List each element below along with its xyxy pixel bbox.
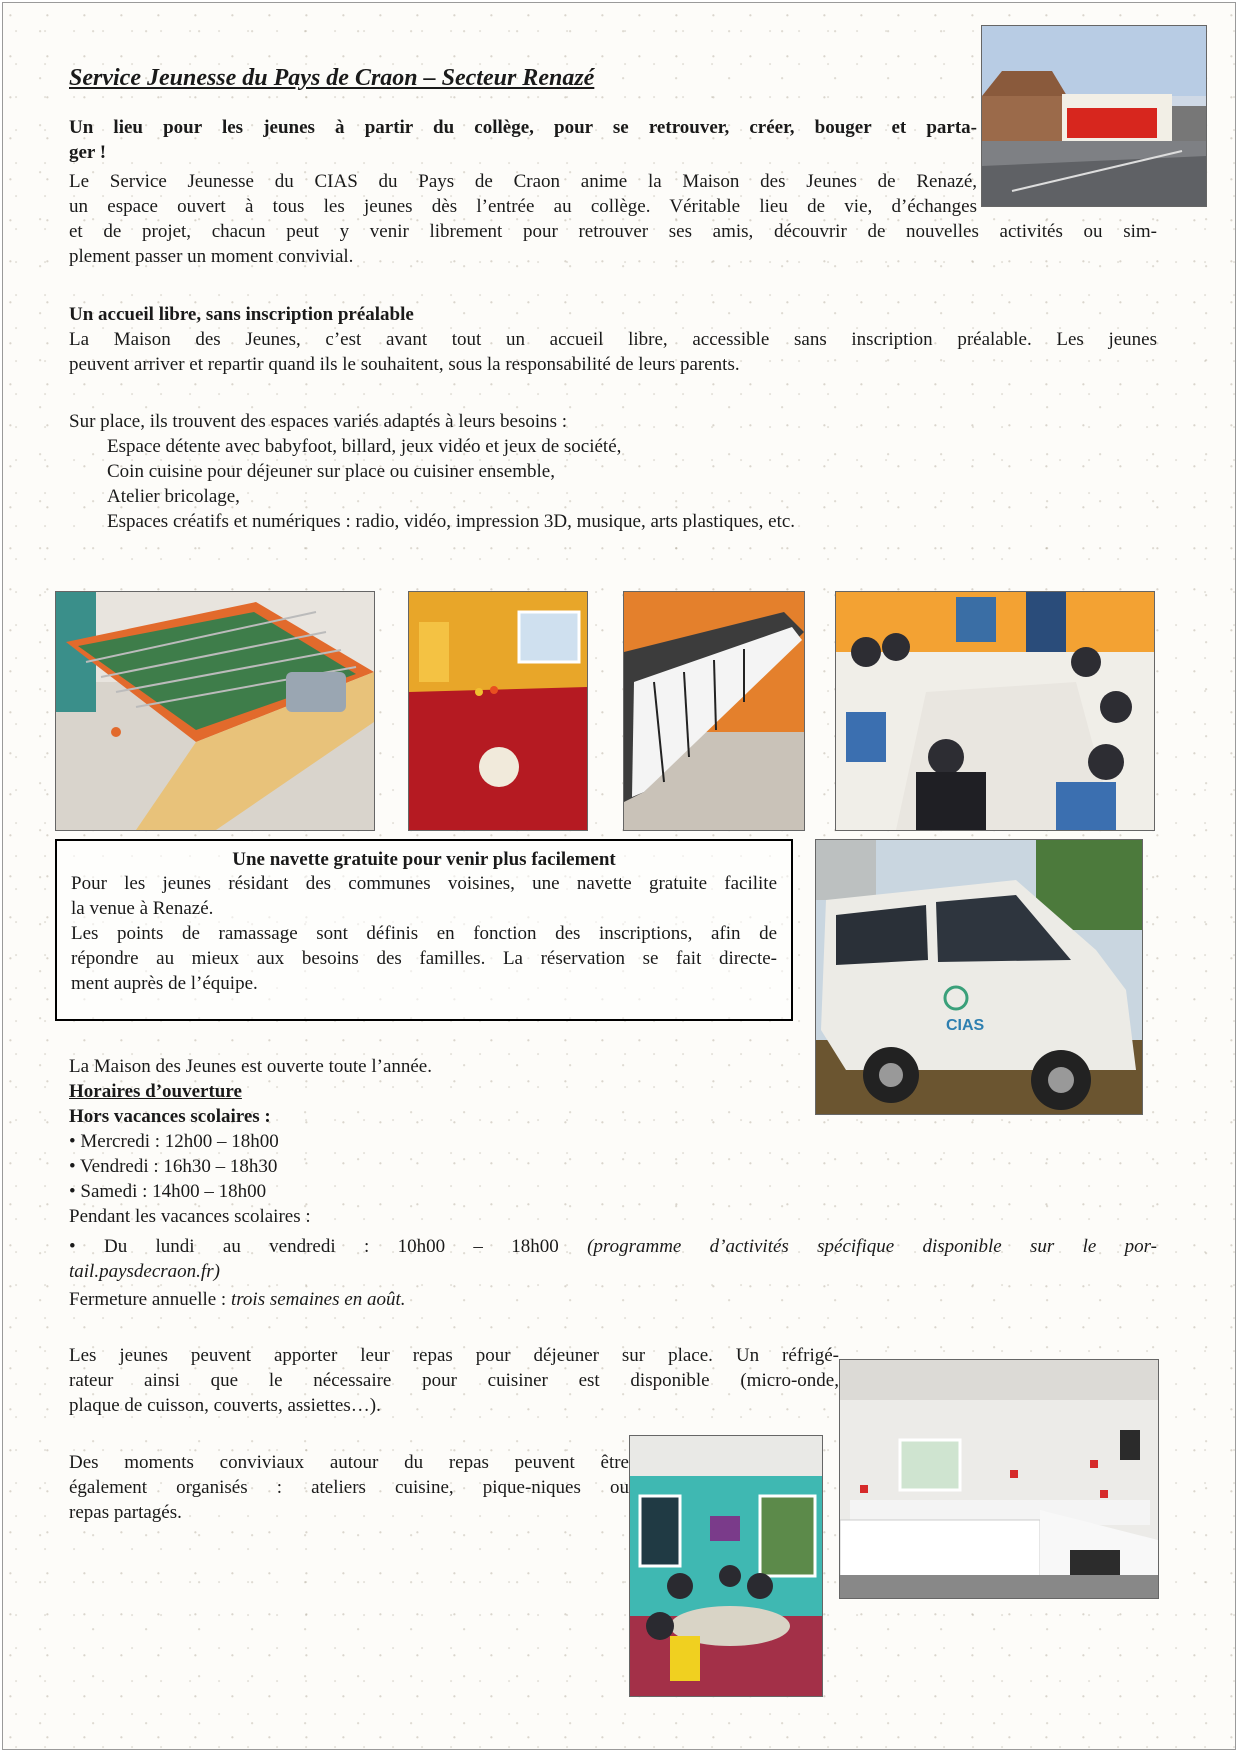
holiday-hours-line1 [69, 1234, 1157, 1259]
spaces-item: Coin cuisine pour déjeuner sur place ou cuisiner ensemble, [107, 461, 555, 482]
shuttle-heading: Une navette gratuite pour venir plus facilement [232, 849, 616, 870]
intro-paragraph-line3: et de projet, chacun peut y venir librement pour retrouver ses amis, découvrir de nouvelles activités ou sim- [69, 221, 1157, 242]
shuttle-line4: répondre au mieux aux besoins des familles. La réservation se fait directe- [71, 948, 777, 969]
hours-item: • Samedi : 14h00 – 18h00 [69, 1181, 267, 1202]
holiday-hours-line2: tail.paysdecraon.fr) [69, 1261, 220, 1282]
accueil-line2: peuvent arriver et repartir quand ils le souhaitent, sous la responsabilité de leurs parents. [69, 354, 740, 375]
page-title: Service Jeunesse du Pays de Craon – Secteur Renazé [69, 65, 595, 91]
meals-line2: rateur ainsi que le nécessaire pour cuisiner est disponible (micro-onde, [69, 1370, 839, 1391]
group-meal-photo-2 [629, 1435, 823, 1697]
spaces-intro: Sur place, ils trouvent des espaces variés adaptés à leurs besoins : [69, 411, 568, 432]
shuttle-line5: ment auprès de l’équipe. [71, 973, 258, 994]
spaces-item: Espaces créatifs et numériques : radio, vidéo, impression 3D, musique, arts plastiques, etc. [107, 511, 796, 532]
intro-heading-line2: ger ! [69, 142, 107, 163]
accueil-line1: La Maison des Jeunes, c’est avant tout un accueil libre, accessible sans inscription préalable. Les jeunes [69, 329, 1157, 350]
group-meal-photo [835, 591, 1155, 831]
intro-paragraph-line4: plement passer un moment convivial. [69, 246, 354, 267]
hours-heading: Horaires d’ouverture [69, 1081, 242, 1102]
accueil-heading: Un accueil libre, sans inscription préalable [69, 304, 414, 325]
convivial-line1: Des moments conviviaux autour du repas peuvent être [69, 1452, 629, 1473]
school-hours-heading: Hors vacances scolaires : [69, 1106, 271, 1127]
convivial-line3: repas partagés. [69, 1502, 182, 1523]
holiday-hours-plain: • Du lundi au vendredi : 10h00 – 18h00 [69, 1236, 559, 1257]
holiday-hours-heading: Pendant les vacances scolaires : [69, 1206, 311, 1227]
spaces-item: Atelier bricolage, [107, 486, 240, 507]
piano-photo [623, 591, 805, 831]
hours-item: • Vendredi : 16h30 – 18h30 [69, 1156, 278, 1177]
babyfoot-photo [55, 591, 375, 831]
holiday-hours-note: (programme d’activités spécifique disponible sur le por- [587, 1236, 1157, 1257]
hours-item: • Mercredi : 12h00 – 18h00 [69, 1131, 279, 1152]
shuttle-line1: Pour les jeunes résidant des communes voisines, une navette gratuite facilite [71, 873, 777, 894]
shuttle-info-box [55, 839, 793, 1021]
kitchen-photo [839, 1359, 1159, 1599]
meals-line1: Les jeunes peuvent apporter leur repas pour déjeuner sur place. Un réfrigé- [69, 1345, 839, 1366]
spaces-item: Espace détente avec babyfoot, billard, jeux vidéo et jeux de société, [107, 436, 622, 457]
shuttle-line2: la venue à Renazé. [71, 898, 214, 919]
billiard-photo [408, 591, 588, 831]
open-all-year: La Maison des Jeunes est ouverte toute l’année. [69, 1056, 432, 1077]
intro-paragraph-line2: un espace ouvert à tous les jeunes dès l’entrée au collège. Véritable lieu de vie, d’échanges [69, 196, 977, 217]
building-photo [981, 25, 1207, 207]
page [2, 2, 1236, 1750]
annual-closing [69, 1287, 405, 1312]
meals-line3: plaque de cuisson, couverts, assiettes…). [69, 1395, 381, 1416]
convivial-line2: également organisés : ateliers cuisine, pique-niques ou [69, 1477, 629, 1498]
shuttle-line3: Les points de ramassage sont définis en fonction des inscriptions, afin de [71, 923, 777, 944]
intro-heading-line1: Un lieu pour les jeunes à partir du collège, pour se retrouver, créer, bouger et parta- [69, 117, 977, 138]
annual-closing-label: Fermeture annuelle : [69, 1289, 227, 1310]
van-photo [815, 839, 1143, 1115]
annual-closing-value: trois semaines en août. [230, 1289, 406, 1310]
van-logo-text: CIAS [946, 1017, 985, 1034]
intro-paragraph-line1: Le Service Jeunesse du CIAS du Pays de Craon anime la Maison des Jeunes de Renazé, [69, 171, 977, 192]
